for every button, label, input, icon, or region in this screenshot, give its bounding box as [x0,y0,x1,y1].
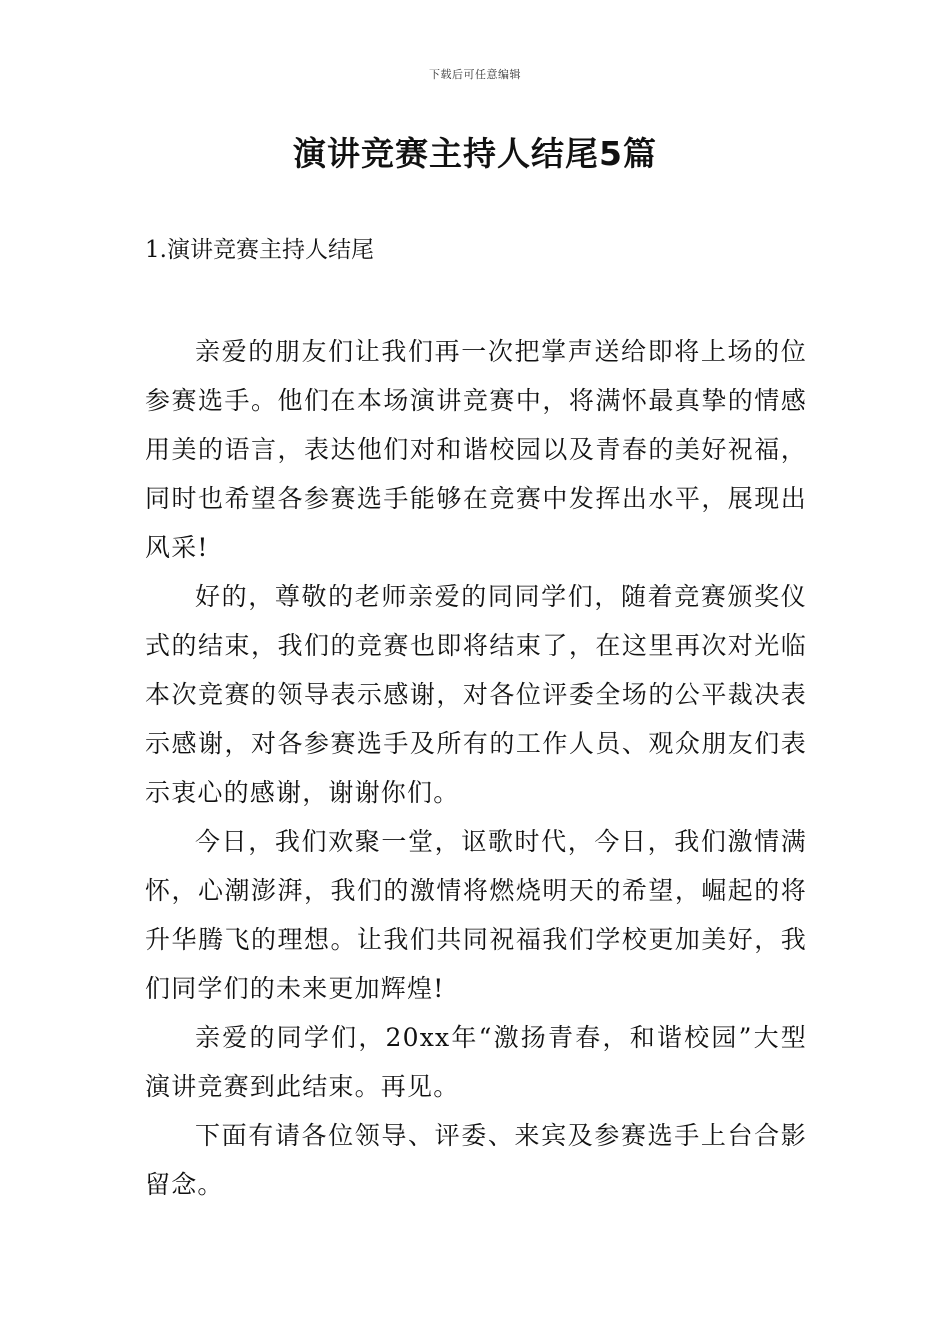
document-title: 演讲竞赛主持人结尾5篇 [293,134,657,173]
body-text [145,327,807,1209]
paragraph: 亲爱的朋友们让我们再一次把掌声送给即将上场的位参赛选手。他们在本场演讲竞赛中，将满怀最真挚的情感用美的语言，表达他们对和谐校园以及青春的美好祝福，同时也希望各参赛选手能够在竞赛中发挥出水平，展现出风采! [145,337,807,562]
paragraph: 下面有请各位领导、评委、来宾及参赛选手上台合影留念。 [145,1121,807,1199]
paragraph: 好的，尊敬的老师亲爱的同同学们，随着竞赛颁奖仪式的结束，我们的竞赛也即将结束了，在这里再次对光临本次竞赛的领导表示感谢，对各位评委全场的公平裁决表示感谢，对各参赛选手及所有的工作人员、观众朋友们表示衷心的感谢，谢谢你们。 [145,582,807,807]
header-note: 下载后可任意编辑 [429,68,521,81]
section-heading: 1.演讲竞赛主持人结尾 [145,237,374,263]
paragraph: 亲爱的同学们，20xx年“激扬青春，和谐校园”大型演讲竞赛到此结束。再见。 [145,1023,807,1101]
paragraph: 今日，我们欢聚一堂，讴歌时代，今日，我们激情满怀，心潮澎湃，我们的激情将燃烧明天的希望，崛起的将升华腾飞的理想。让我们共同祝福我们学校更加美好，我们同学们的未来更加辉煌! [145,827,807,1003]
